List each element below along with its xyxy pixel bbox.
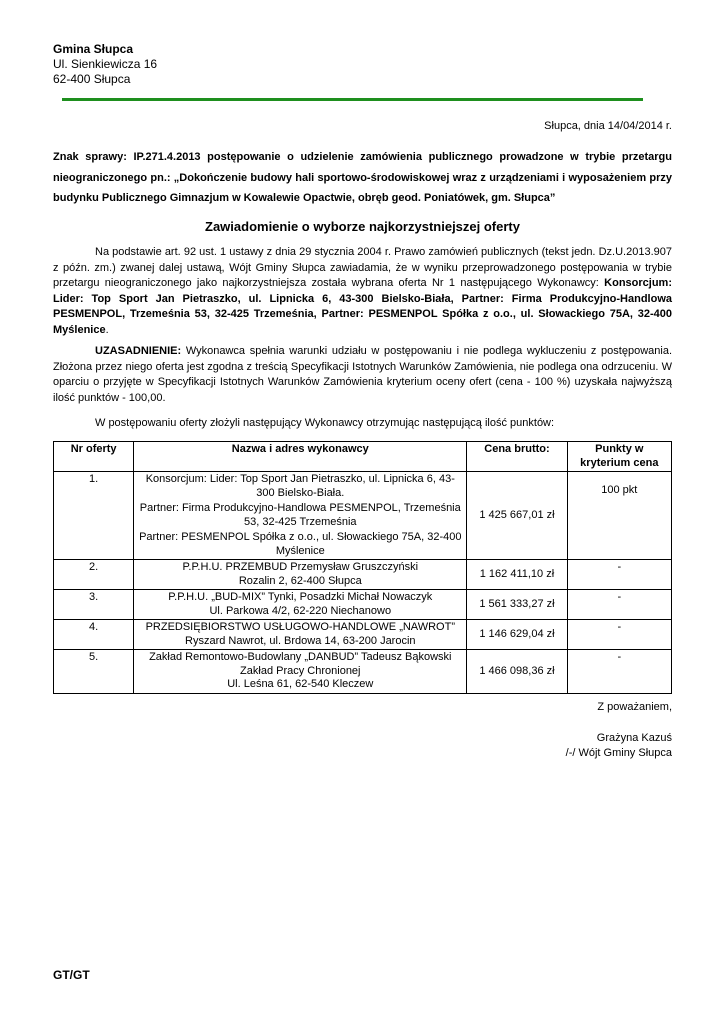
date-line: Słupca, dnia 14/04/2014 r.: [544, 120, 672, 132]
offer-points: -: [567, 620, 671, 650]
justification-text: Wykonawca spełnia warunki udziału w postępowaniu i nie podlega wykluczeniu z postępowania. Złożona przez niego oferta jest zgodna z treścią Specyfikacji Istotnych Warunków Zamówienia, nie podlega ona odrzuceniu. W oparciu o przyjęte w Specyfikacji Istotnych Warunków Zamówienia kryterium oceny ofert (cena - 100 %) uzyskała najwyższą ilość punktów - 100,00.: [53, 345, 672, 404]
offer-price: 1 425 667,01 zł: [467, 472, 567, 560]
offer-points: 100 pkt: [567, 472, 671, 560]
org-name: Gmina Słupca: [53, 42, 134, 56]
table-row: [54, 620, 672, 650]
org-street: Ul. Sienkiewicza 16: [53, 57, 158, 71]
offer-price: 1 146 629,04 zł: [467, 620, 567, 650]
table-row: [54, 560, 672, 590]
contractor-line: Ul. Leśna 61, 62-540 Kleczew: [227, 678, 374, 690]
signatory-name: Grażyna Kazuś: [596, 731, 672, 744]
winning-contractor: Konsorcjum: Lider: Top Sport Jan Pietraszko, ul. Lipnicka 6, 43-300 Bielsko-Biała, Partner: Firma Produkcyjno-Handlowa PESMENPOL, Trzemeśnia 53, 32-425 Trzemeśnia, Partner: PESMENPOL Spółka z o.o., ul. Słowackiego 75A, 32-400 Myślenice: [53, 277, 672, 336]
offer-price: 1 162 411,10 zł: [467, 560, 567, 590]
table-row: [54, 590, 672, 620]
contractor-line: PRZEDSIĘBIORSTWO USŁUGOWO-HANDLOWE „NAWROT”: [145, 621, 455, 633]
offer-contractor: [134, 620, 467, 650]
contractor-line: Zakład Remontowo-Budowlany „DANBUD” Tadeusz Bąkowski: [149, 651, 452, 663]
decision-end: .: [105, 323, 109, 336]
offer-points: -: [567, 560, 671, 590]
table-row: [54, 650, 672, 694]
offer-contractor: [134, 472, 467, 560]
offer-nr: 2.: [54, 560, 134, 590]
letterhead: [53, 42, 157, 87]
header-nr: Nr oferty: [54, 442, 134, 472]
header-points: Punkty w kryterium cena: [567, 442, 671, 472]
decision-text: Na podstawie art. 92 ust. 1 ustawy z dnia 29 stycznia 2004 r. Prawo zamówień publicznych (tekst jedn. Dz.U.2013.907 z późn. zm.) zwanej dalej ustawą, Wójt Gminy Słupca zawiadamia, że w wyniku przeprowadzonego postępowania w trybie przetargu nieograniczonego jako najkorzystniejsza została wybrana oferta Nr 1 następującego Wykonawcy:: [53, 246, 672, 289]
decision-paragraph: [53, 245, 672, 338]
footer-initials: GT/GT: [53, 968, 90, 982]
offer-points: -: [567, 650, 671, 694]
offer-price: 1 466 098,36 zł: [467, 650, 567, 694]
contractor-line: P.P.H.U. „BUD-MIX” Tynki, Posadzki Michał Nowaczyk: [168, 591, 433, 603]
case-reference: Znak sprawy: IP.271.4.2013 postępowanie o udzielenie zamówienia publicznego prowadzone w trybie przetargu nieograniczonego pn.: „Dokończenie budowy hali sportowo-środowiskowej wraz z urządzeniami i wyposażeniem przy budynku Publicznego Gimnazjum w Kowalewie Opactwie, obręb geod. Poniatówek, gm. Słupca”: [53, 151, 672, 204]
header-price: Cena brutto:: [467, 442, 567, 472]
document-title: Zawiadomienie o wyborze najkorzystniejszej oferty: [205, 219, 520, 234]
offer-nr: 3.: [54, 590, 134, 620]
contractor-line: P.P.H.U. PRZEMBUD Przemysław Gruszczyński: [182, 561, 419, 573]
signature-block: [566, 700, 672, 762]
contractor-line: Partner: PESMENPOL Spółka z o.o., ul. Słowackiego 75A, 32-400 Myślenice: [139, 531, 462, 557]
offer-contractor: [134, 650, 467, 694]
offers-table: [53, 441, 672, 694]
contractor-line: Konsorcjum: Lider: Top Sport Jan Pietraszko, ul. Lipnicka 6, 43-300 Bielsko-Biała.: [145, 473, 455, 499]
header-divider: [62, 98, 643, 101]
justification-paragraph: [53, 344, 672, 406]
contractor-line: Rozalin 2, 62-400 Słupca: [238, 574, 362, 587]
contractor-line: Ryszard Nawrot, ul. Brdowa 14, 63-200 Jarocin: [185, 634, 416, 647]
offer-points: -: [567, 590, 671, 620]
offer-price: 1 561 333,27 zł: [467, 590, 567, 620]
offer-contractor: [134, 590, 467, 620]
org-city: 62-400 Słupca: [53, 72, 131, 86]
offer-nr: 5.: [54, 650, 134, 694]
offer-nr: 4.: [54, 620, 134, 650]
contractor-line: Ul. Parkowa 4/2, 62-220 Niechanowo: [209, 604, 392, 617]
contractor-line: Zakład Pracy Chronionej: [240, 664, 361, 677]
closing-regards: Z poważaniem,: [597, 701, 672, 713]
table-header-row: [54, 442, 672, 472]
offers-intro: W postępowaniu oferty złożyli następujący Wykonawcy otrzymując następującą ilość punktów:: [95, 417, 555, 429]
justification-label: UZASADNIENIE:: [95, 345, 182, 357]
header-name: Nazwa i adres wykonawcy: [134, 442, 467, 472]
offer-contractor: [134, 560, 467, 590]
signatory-role: /-/ Wójt Gminy Słupca: [565, 747, 672, 759]
table-row: [54, 472, 672, 560]
contractor-line: Partner: Firma Produkcyjno-Handlowa PESMENPOL, Trzemeśnia 53, 32-425 Trzemeśnia: [139, 502, 461, 528]
offer-nr: 1.: [54, 472, 134, 560]
